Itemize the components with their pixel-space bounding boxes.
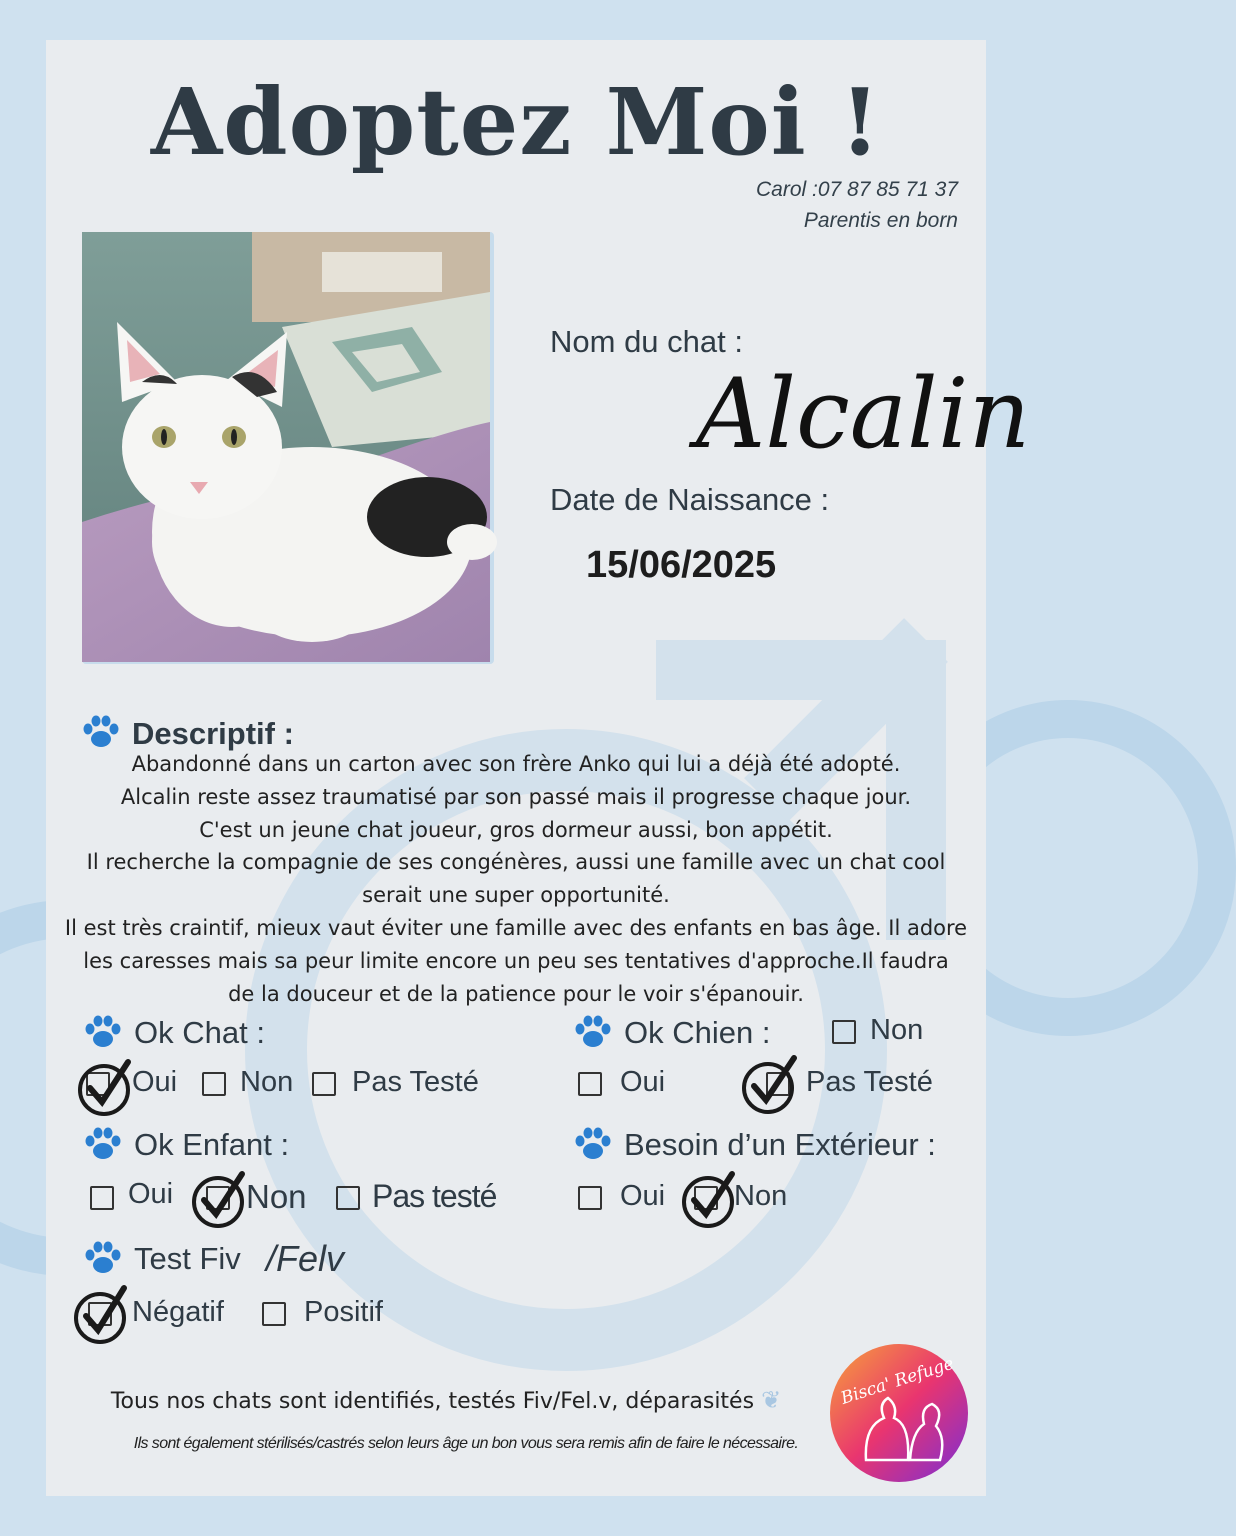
- exterieur-label: Besoin d’un Extérieur :: [624, 1127, 936, 1162]
- ok-chien-non-checkbox[interactable]: [832, 1020, 856, 1044]
- cat-photo: [82, 232, 490, 662]
- test-positif-checkbox[interactable]: [262, 1302, 286, 1326]
- description-line: serait une super opportunité.: [362, 883, 670, 908]
- ok-chat-non-checkbox[interactable]: [202, 1072, 226, 1096]
- description-line: Il recherche la compagnie de ses congénères, aussi une famille avec un chat cool: [86, 850, 946, 875]
- footer-text: Tous nos chats sont identifiés, testés Fiv/Fel.v, déparasités: [110, 1389, 755, 1414]
- logo-text: Bisca' Refuge: [838, 1353, 957, 1409]
- paw-icon: [574, 1014, 612, 1050]
- description-line: C'est un jeune chat joueur, gros dormeur aussi, bon appétit.: [199, 817, 833, 842]
- ok-chien-label: Ok Chien :: [624, 1015, 771, 1050]
- paw-icon: [84, 1240, 122, 1276]
- cat-name-label: Nom du chat :: [550, 324, 743, 359]
- ok-chat-oui-label: Oui: [132, 1066, 178, 1098]
- paw-icon: [84, 1126, 122, 1162]
- paw-icon: [84, 1014, 122, 1050]
- test-negatif-label: Négatif: [132, 1296, 224, 1328]
- cat-name: Alcalin: [696, 358, 1031, 470]
- ok-enfant-non-label: Non: [246, 1178, 307, 1215]
- checkmark-icon: [76, 1056, 138, 1118]
- description-line: les caresses mais sa peur limite encore un peu ses tentatives d'approche.Il faudra: [83, 948, 949, 973]
- test-label-suffix: /Felv: [266, 1238, 345, 1279]
- ok-chien-oui-label: Oui: [620, 1066, 666, 1098]
- description-line: Abandonné dans un carton avec son frère Anko qui lui a déjà été adopté.: [131, 752, 901, 776]
- paw-icon: [574, 1126, 612, 1162]
- checkmark-icon: [190, 1168, 252, 1230]
- ok-enfant-oui-label: Oui: [128, 1178, 174, 1210]
- ok-chat-non-label: Non: [240, 1066, 294, 1098]
- exterieur-oui-label: Oui: [620, 1180, 666, 1212]
- ok-enfant-pas-teste-label: Pas testé: [372, 1178, 497, 1214]
- birth-date: 15/06/2025: [586, 544, 777, 586]
- test-positif-label: Positif: [304, 1296, 383, 1328]
- description-line: Il est très craintif, mieux vaut éviter une famille avec des enfants en bas âge. Il adore: [64, 915, 968, 940]
- ok-chat-pas-teste-label: Pas Testé: [352, 1066, 479, 1098]
- test-label: Test Fiv: [134, 1241, 241, 1276]
- description-line: Alcalin reste assez traumatisé par son passé mais il progresse chaque jour.: [120, 784, 912, 809]
- ok-chien-non-label: Non: [870, 1014, 924, 1046]
- contact-info: [756, 174, 958, 236]
- ok-chat-pas-teste-checkbox[interactable]: [312, 1072, 336, 1096]
- ok-enfant-pas-teste-checkbox[interactable]: [336, 1186, 360, 1210]
- ok-enfant-label: Ok Enfant :: [134, 1127, 290, 1162]
- checkmark-icon: [680, 1168, 742, 1230]
- adoption-card: [46, 40, 1031, 1496]
- birth-date-label: Date de Naissance :: [550, 482, 830, 517]
- checkmark-icon: [72, 1282, 134, 1344]
- footer-line-2: Ils sont également stérilisés/castrés selon leurs âge un bon vous sera remis afin de faire le nécessaire.: [133, 1435, 799, 1452]
- leaf-icon: ❦: [761, 1386, 782, 1414]
- ok-chien-pas-teste-label: Pas Testé: [806, 1066, 933, 1098]
- checkmark-icon: [740, 1052, 802, 1114]
- contact-location: Parentis en born: [803, 209, 958, 232]
- refuge-logo: [828, 1342, 970, 1484]
- paw-icon: [82, 714, 120, 750]
- exterieur-oui-checkbox[interactable]: [578, 1186, 602, 1210]
- ok-enfant-oui-checkbox[interactable]: [90, 1186, 114, 1210]
- ok-chien-oui-checkbox[interactable]: [578, 1072, 602, 1096]
- description-text: [46, 748, 986, 1010]
- page-title: Adoptez Moi !: [150, 68, 882, 176]
- contact-phone: Carol :07 87 85 71 37: [756, 178, 958, 201]
- description-heading: Descriptif :: [132, 716, 294, 751]
- exterieur-non-label: Non: [734, 1180, 788, 1212]
- ok-chat-label: Ok Chat :: [134, 1015, 265, 1050]
- description-line: de la douceur et de la patience pour le voir s'épanouir.: [228, 981, 804, 1006]
- footer-line-1: [46, 1386, 846, 1414]
